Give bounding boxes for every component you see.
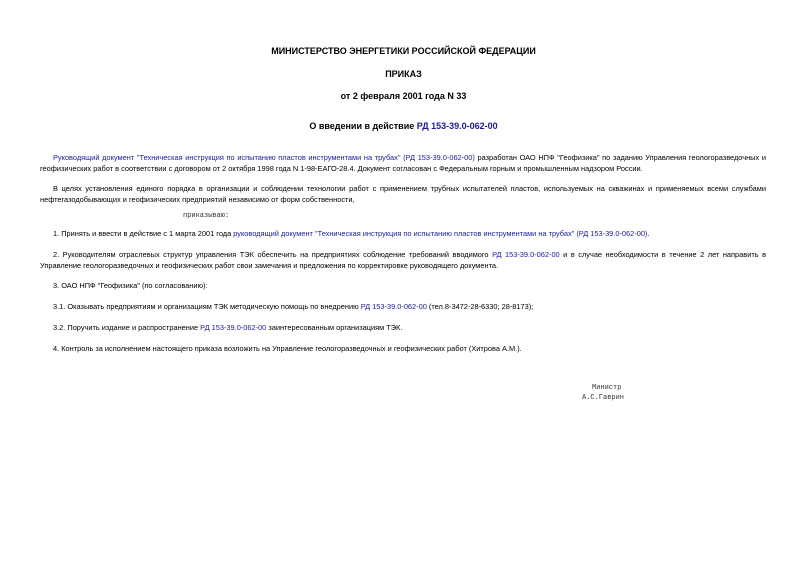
signature-name: А.С.Гаврин xyxy=(582,394,625,402)
item-2-text: 2. Руководителям отраслевых структур управления ТЭК обеспечить на предприятиях соблюдение требований вводимого xyxy=(53,250,493,259)
order-heading: ПРИКАЗ xyxy=(385,69,422,79)
title-prefix: О введении в действие xyxy=(309,121,417,131)
paragraph-intro xyxy=(40,152,766,174)
item-4: 4. Контроль за исполнением настоящего приказа возложить на Управление геологоразведочных и геофизических работ (Хитрова А.М.). xyxy=(53,344,522,353)
item-3-2 xyxy=(40,322,766,333)
item-3-2-text: 3.2. Поручить издание и распространение xyxy=(53,323,201,332)
document-title xyxy=(0,121,807,131)
item-3-2-end: заинтересованным организациям ТЭК. xyxy=(266,323,403,332)
item-1-link[interactable]: руководящий документ "Техническая инструкция по испытанию пластов инструментами на трубах" (РД 153-39.0-062-00) xyxy=(233,229,648,238)
title-rd-link[interactable]: РД 153-39.0-062-00 xyxy=(416,121,498,131)
item-3: 3. ОАО НПФ "Геофизика" (по согласованию): xyxy=(53,281,208,290)
paragraph-purpose: В целях установления единого порядка в организации и соблюдении технологии работ с применением трубных испытателей пластов, используемых на скважинах и применяемых всеми службами нефтегазодобывающих и геофизических предприятий независимо от форм собственности, xyxy=(40,184,766,204)
order-word: приказываю: xyxy=(183,212,230,220)
item-1 xyxy=(40,228,766,239)
item-3-1-text: 3.1. Оказывать предприятиям и организациям ТЭК методическую помощь по внедрению xyxy=(53,302,361,311)
order-date: от 2 февраля 2001 года N 33 xyxy=(340,91,467,101)
signature-title: Министр xyxy=(592,384,622,392)
item-1-text: 1. Принять и ввести в действие с 1 марта 2001 года xyxy=(53,229,234,238)
item-3-1-link[interactable]: РД 153-39.0-062-00 xyxy=(360,302,427,311)
item-3-1 xyxy=(40,301,766,312)
item-3-2-link[interactable]: РД 153-39.0-062-00 xyxy=(200,323,267,332)
ministry-heading: МИНИСТЕРСТВО ЭНЕРГЕТИКИ РОССИЙСКОЙ ФЕДЕРАЦИИ xyxy=(271,46,536,56)
item-2-end: и в случае необходимости в течение 2 лет направить в Управление геологоразведочных и геофизических работ свои замечания и предложения по корректировке руководящего документа. xyxy=(40,250,766,270)
item-1-end: . xyxy=(647,229,650,238)
item-3-1-end: (тел.8-3472-28-6330; 28-8173); xyxy=(426,302,534,311)
item-2 xyxy=(40,249,766,271)
paragraph-intro-text: разработан ОАО НПФ "Геофизика" по заданию Управления геологоразведочных и геофизических работ в соответствии с договором от 2 октября 1998 года N 1-98-ЕАГО-28.4. Документ согласован с Федеральным горным и промышленным надзором России. xyxy=(40,153,766,173)
item-2-link[interactable]: РД 153-39.0-062-00 xyxy=(492,250,560,259)
rd-document-link[interactable]: Руководящий документ "Техническая инструкция по испытанию пластов инструментами на трубах" (РД 153-39.0-062-00) xyxy=(53,153,475,162)
